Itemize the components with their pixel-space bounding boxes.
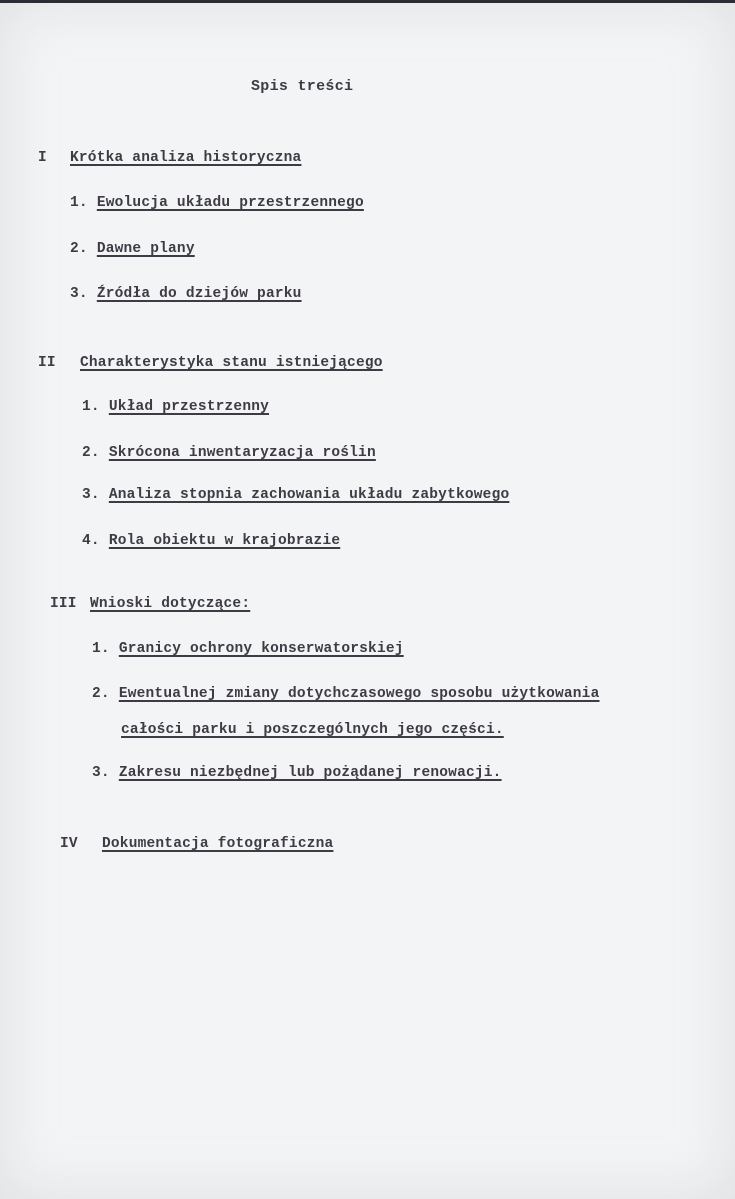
item-text: Ewentualnej zmiany dotychczasowego sposobu użytkowania (118, 686, 600, 702)
item-text: całości parku i poszczególnych jego części. (121, 722, 504, 738)
item-number: 2. (92, 686, 110, 702)
toc-item (82, 398, 269, 416)
item-text: Rola obiektu w krajobrazie (108, 533, 341, 549)
section-title: Dokumentacja fotograficzna (102, 836, 334, 852)
toc-item (92, 764, 502, 782)
toc-item (70, 240, 195, 258)
item-text: Ewolucja układu przestrzennego (96, 195, 364, 211)
section-numeral: II (38, 355, 56, 371)
toc-item-continuation (121, 721, 504, 739)
section-numeral: III (50, 596, 77, 612)
page-title: Spis treści (251, 78, 354, 95)
item-number: 1. (82, 399, 100, 415)
section-numeral: IV (60, 836, 78, 852)
toc-item (82, 444, 376, 462)
section-title: Krótka analiza historyczna (70, 150, 302, 166)
toc-item (82, 486, 509, 504)
item-text: Układ przestrzenny (108, 399, 270, 415)
section-title: Wnioski dotyczące: (90, 596, 251, 612)
item-number: 4. (82, 533, 100, 549)
item-text: Granicy ochrony konserwatorskiej (118, 641, 404, 657)
item-number: 3. (82, 487, 100, 503)
section-heading-2 (38, 354, 383, 372)
item-text: Analiza stopnia zachowania układu zabytkowego (108, 487, 510, 503)
toc-item (70, 285, 302, 303)
section-numeral: I (38, 150, 47, 166)
item-number: 2. (70, 241, 88, 257)
item-number: 2. (82, 445, 100, 461)
item-text: Skrócona inwentaryzacja roślin (108, 445, 376, 461)
item-number: 1. (70, 195, 88, 211)
item-number: 3. (92, 765, 110, 781)
toc-item (92, 640, 404, 658)
toc-item (82, 532, 340, 550)
section-heading-3 (50, 595, 250, 613)
item-text: Zakresu niezbędnej lub pożądanej renowacji. (118, 765, 502, 781)
item-number: 1. (92, 641, 110, 657)
item-text: Dawne plany (96, 241, 195, 257)
section-heading-1 (38, 149, 301, 167)
toc-item (92, 685, 600, 703)
item-text: Źródła do dziejów parku (96, 286, 302, 302)
item-number: 3. (70, 286, 88, 302)
toc-item (70, 194, 364, 212)
section-title: Charakterystyka stanu istniejącego (80, 355, 383, 371)
section-heading-4 (60, 835, 333, 853)
